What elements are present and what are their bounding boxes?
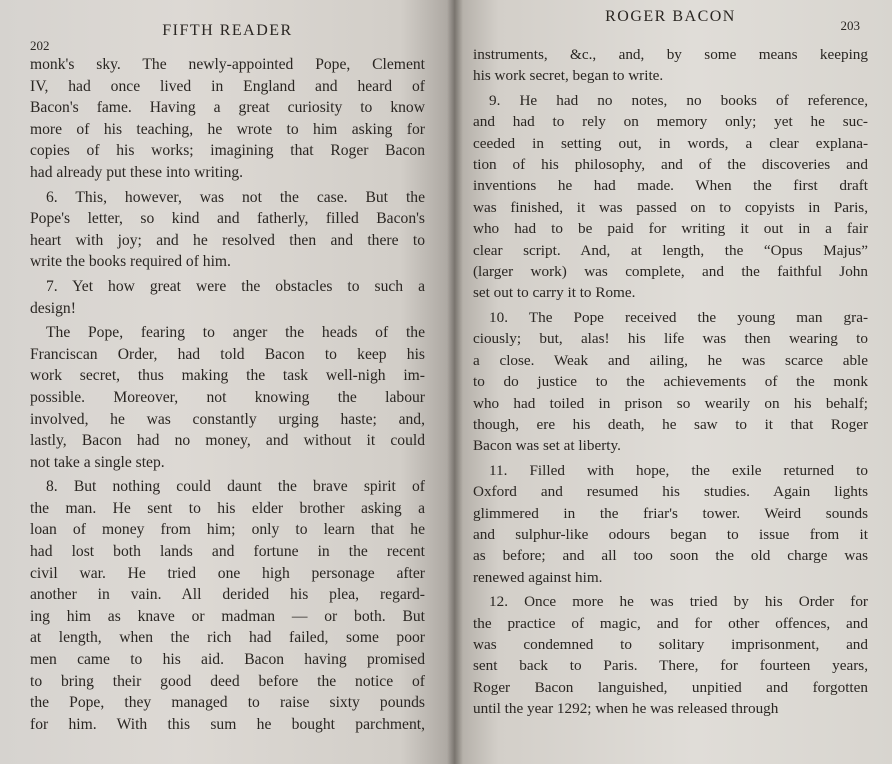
text-line: who had toiled in prison so wearily on his behalf; (473, 394, 868, 412)
text-line: had already put these into writing. (30, 163, 244, 181)
text-line: possible. Moreover, not knowing the labour (30, 388, 425, 406)
right-page-header (473, 8, 868, 44)
text-line: sent back to Paris. There, for fourteen years, (473, 657, 868, 675)
text-line: inventions he had made. When the first draft (473, 177, 868, 195)
text-line: until the year 1292; when he was released through (473, 700, 779, 718)
text-line: instruments, &c., and, by some means keeping (473, 46, 868, 63)
text-line: who had to be paid for writing it out in a fair (473, 220, 868, 238)
text-line: the man. He sent to his elder brother asking a (30, 499, 425, 517)
text-line: 9. He had no notes, no books of reference, (489, 91, 868, 109)
text-line: IV, had once lived in England and heard of (30, 77, 425, 95)
text-line: the practice of magic, and for other offences, and (473, 614, 868, 632)
text-line: to do justice to the achievements of the monk (473, 373, 868, 391)
text-line: lastly, Bacon had no money, and without it could (30, 432, 425, 450)
text-line: ceeded in setting out, in words, a clear explana- (473, 134, 868, 152)
text-line: his work secret, began to write. (473, 67, 664, 85)
text-line: clear script. And, at length, the “Opus Majus” (473, 241, 868, 259)
text-line: civil war. He tried one high personage after (30, 564, 425, 582)
text-line: write the books required of him. (30, 253, 231, 271)
text-line: 7. Yet how great were the obstacles to such a (46, 277, 425, 295)
text-line: work secret, thus making the task well-nigh im- (30, 367, 425, 385)
text-line: to bring their good deed before the notice of (30, 672, 425, 690)
text-line: at length, when the rich had failed, some poor (30, 629, 425, 647)
text-line: tion of his philosophy, and of the discoveries and (473, 156, 868, 174)
text-line: loan of money from him; only to learn that he (30, 521, 425, 539)
text-line: though, ere his death, he saw to it that Roger (473, 415, 868, 433)
text-line: Roger Bacon languished, unpitied and forgotten (473, 678, 868, 696)
text-line: Bacon was set at liberty. (473, 437, 621, 455)
text-line: 11. Filled with hope, the exile returned to (489, 461, 868, 479)
running-head: ROGER BACON (605, 8, 736, 25)
text-line: 6. This, however, was not the case. But the (46, 188, 425, 206)
text-line: ciously; but, alas! his life was then wearing to (473, 330, 868, 348)
text-line: the Pope, they managed to raise sixty pounds (30, 694, 425, 712)
text-line: copies of his works; imagining that Roger Bacon (30, 142, 425, 160)
text-line: another in vain. All derided his plea, regard- (30, 586, 425, 604)
right-page-body (473, 44, 868, 720)
text-line: and sulphur-like odours began to issue from it (473, 525, 868, 543)
text-line: 10. The Pope received the young man gra- (489, 308, 868, 326)
left-page-header (30, 18, 425, 54)
text-line: as before; and all too soon the old charge was (473, 547, 868, 565)
text-line: men came to his aid. Bacon having promised (30, 651, 425, 669)
text-line: monk's sky. The newly-appointed Pope, Clement (30, 56, 425, 73)
right-page (455, 0, 892, 764)
running-head: FIFTH READER (162, 22, 293, 39)
text-line: not take a single step. (30, 453, 165, 471)
text-line: Franciscan Order, had told Bacon to keep his (30, 345, 425, 363)
text-line: and had to rely on memory only; yet he suc- (473, 113, 868, 131)
text-line: Bacon's fame. Having a great curiosity to know (30, 99, 425, 117)
text-line: involved, he was constantly urging haste; and, (30, 410, 425, 428)
text-line: The Pope, fearing to anger the heads of the (46, 324, 425, 342)
text-line: set out to carry it to Rome. (473, 284, 636, 302)
text-line: Pope's letter, so kind and fatherly, filled Bacon's (30, 210, 425, 228)
text-line: design! (30, 299, 76, 317)
text-line: for him. With this sum he bought parchment, (30, 715, 425, 733)
text-line: was finished, it was passed on to copyists in Paris, (473, 198, 868, 216)
text-line: (larger work) was complete, and the faithful John (473, 263, 868, 281)
book-gutter (447, 0, 463, 764)
text-line: Oxford and resumed his studies. Again lights (473, 483, 868, 501)
text-line: glimmered in the friar's tower. Weird sounds (473, 504, 868, 522)
text-line: 8. But nothing could daunt the brave spirit of (46, 478, 425, 496)
page-number: 203 (840, 18, 860, 33)
text-line: ing him as knave or madman — or both. But (30, 607, 425, 625)
text-line: had lost both lands and fortune in the recent (30, 543, 425, 561)
text-line: was condemned to solitary imprisonment, and (473, 635, 868, 653)
text-line: 12. Once more he was tried by his Order for (489, 593, 868, 611)
text-line: a close. Weak and ailing, he was scarce able (473, 351, 868, 369)
page-number: 202 (30, 38, 50, 53)
text-line: heart with joy; and he resolved then and there to (30, 231, 425, 249)
text-line: renewed against him. (473, 568, 603, 586)
left-page-body (30, 54, 425, 735)
text-line: more of his teaching, he wrote to him asking for (30, 120, 425, 138)
